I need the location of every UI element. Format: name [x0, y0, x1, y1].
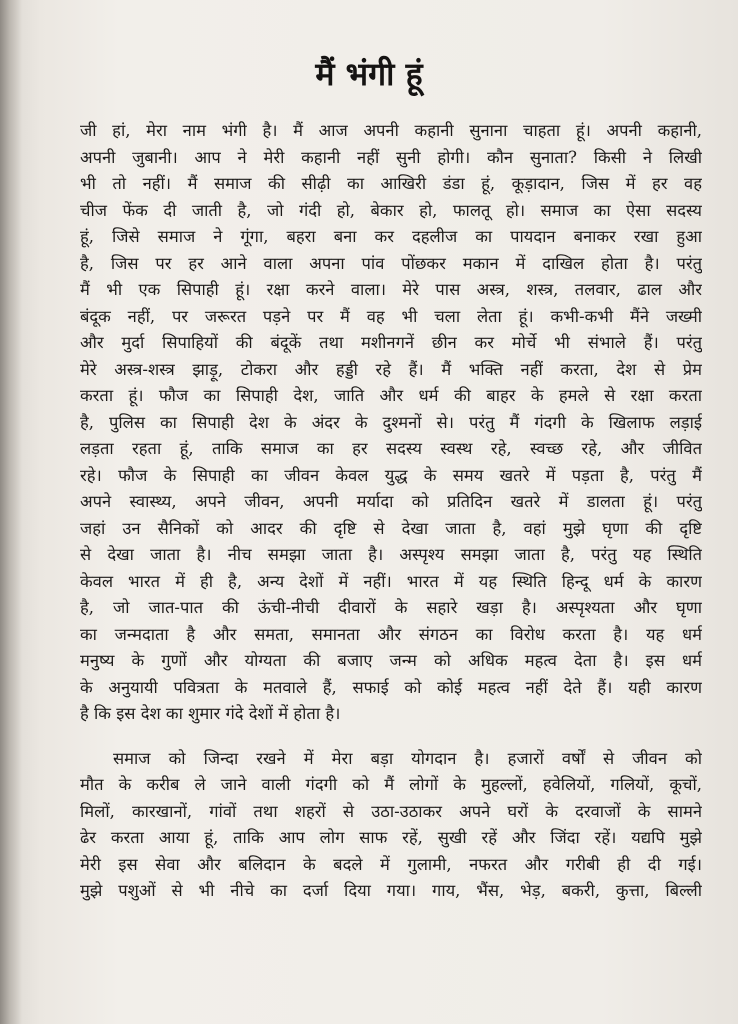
- text-line: जी हां, मेरा नाम भंगी है। मैं आज अपनी कहानी सुनाना चाहता हूं। अपनी कहानी,: [80, 121, 702, 140]
- text-line: मैं भी एक सिपाही हूं। रक्षा करने वाला। मेरे पास अस्त्र, शस्त्र, तलवार, ढाल और: [80, 280, 702, 299]
- text-line: लड़ता रहता हूं, ताकि समाज का हर सदस्य स्वस्थ रहे, स्वच्छ रहे, और जीवित: [80, 439, 702, 458]
- paragraph: [80, 118, 702, 728]
- text-line: रहे। फौज के सिपाही का जीवन केवल युद्ध के समय खतरे में पड़ता है, परंतु मैं: [80, 465, 702, 485]
- text-line: समाज को जिन्दा रखने में मेरा बड़ा योगदान है। हजारों वर्षों से जीवन को: [80, 748, 702, 768]
- text-line: ढेर करता आया हूं, ताकि आप लोग साफ रहें, सुखी रहें और जिंदा रहें। यद्यपि मुझे: [80, 828, 702, 847]
- text-line: है, जो जात-पात की ऊंची-नीची दीवारों के सहारे खड़ा है। अस्पृश्यता और घृणा: [80, 598, 702, 617]
- text-line: मनुष्य के गुणों और योग्यता की बजाए जन्म को अधिक महत्व देता है। इस धर्म: [80, 651, 702, 670]
- text-line: है, पुलिस का सिपाही देश के अंदर के दुश्मनों से। परंतु मैं गंदगी के खिलाफ लड़ाई: [80, 412, 702, 432]
- text-line: करता हूं। फौज का सिपाही देश, जाति और धर्म की बाहर के हमले से रक्षा करता: [80, 386, 702, 405]
- text-line: का जन्मदाता है और समता, समानता और संगठन का विरोध करता है। यह धर्म: [80, 624, 702, 644]
- text-line: बंदूक नहीं, पर जरूरत पड़ने पर मैं वह भी चला लेता हूं। कभी-कभी मैंने जख्मी: [80, 306, 702, 326]
- page-binding-shadow: [0, 0, 22, 1024]
- text-line: मुझे पशुओं से भी नीचे का दर्जा दिया गया। गाय, भैंस, भेड़, बकरी, कुत्ता, बिल्ली: [80, 881, 702, 900]
- paragraph-gap: [80, 728, 702, 746]
- text-line: चीज फेंक दी जाती है, जो गंदी हो, बेकार हो, फालतू हो। समाज का ऐसा सदस्य: [80, 200, 702, 220]
- paragraph: [80, 746, 702, 905]
- chapter-title: मैं भंगी हूं: [315, 55, 423, 93]
- text-line: और मुर्दा सिपाहियों की बंदूकें तथा मशीनगनें छीन कर मोर्चे भी संभाले हैं। परंतु: [80, 333, 702, 352]
- text-line: अपने स्वास्थ्य, अपने जीवन, अपनी मर्यादा को प्रतिदिन खतरे में डालता हूं। परंतु: [80, 492, 702, 511]
- text-line: है कि इस देश का शुमार गंदे देशों में होता है।: [80, 704, 341, 723]
- text-line: मेरे अस्त्र-शस्त्र झाड़ू, टोकरा और हड्डी रहे हैं। मैं भक्ति नहीं करता, देश से प्रेम: [80, 359, 702, 379]
- text-line: अपनी जुबानी। आप ने मेरी कहानी नहीं सुनी होगी। कौन सुनाता? किसी ने लिखी: [80, 147, 702, 167]
- text-line: के अनुयायी पवित्रता के मतवाले हैं, सफाई को कोई महत्व नहीं देते हैं। यही कारण: [80, 677, 702, 697]
- text-line: जहां उन सैनिकों को आदर की दृष्टि से देखा जाता है, वहां मुझे घृणा की दृष्टि: [80, 518, 702, 538]
- text-line: मिलों, कारखानों, गांवों तथा शहरों से उठा-उठाकर अपने घरों के दरवाजों के सामने: [80, 801, 702, 821]
- text-line: है, जिस पर हर आने वाला अपना पांव पोंछकर मकान में दाखिल होता है। परंतु: [80, 253, 702, 273]
- text-line: मौत के करीब ले जाने वाली गंदगी को मैं लोगों के मुहल्लों, हवेलियों, गलियों, कूचों,: [80, 775, 702, 794]
- text-line: से देखा जाता है। नीच समझा जाता है। अस्पृश्य समझा जाता है, परंतु यह स्थिति: [80, 545, 702, 564]
- text-line: मेरी इस सेवा और बलिदान के बदले में गुलामी, नफरत और गरीबी ही दी गई।: [80, 854, 702, 874]
- text-line: हूं, जिसे समाज ने गूंगा, बहरा बना कर दहलीज का पायदान बनाकर रखा हुआ: [80, 227, 702, 246]
- text-line: भी तो नहीं। मैं समाज की सीढ़ी का आखिरी डंडा हूं, कूड़ादान, जिस में हर वह: [80, 174, 702, 193]
- body-text: [80, 118, 702, 905]
- text-line: केवल भारत में ही है, अन्य देशों में नहीं। भारत में यह स्थिति हिन्दू धर्म के कारण: [80, 571, 702, 591]
